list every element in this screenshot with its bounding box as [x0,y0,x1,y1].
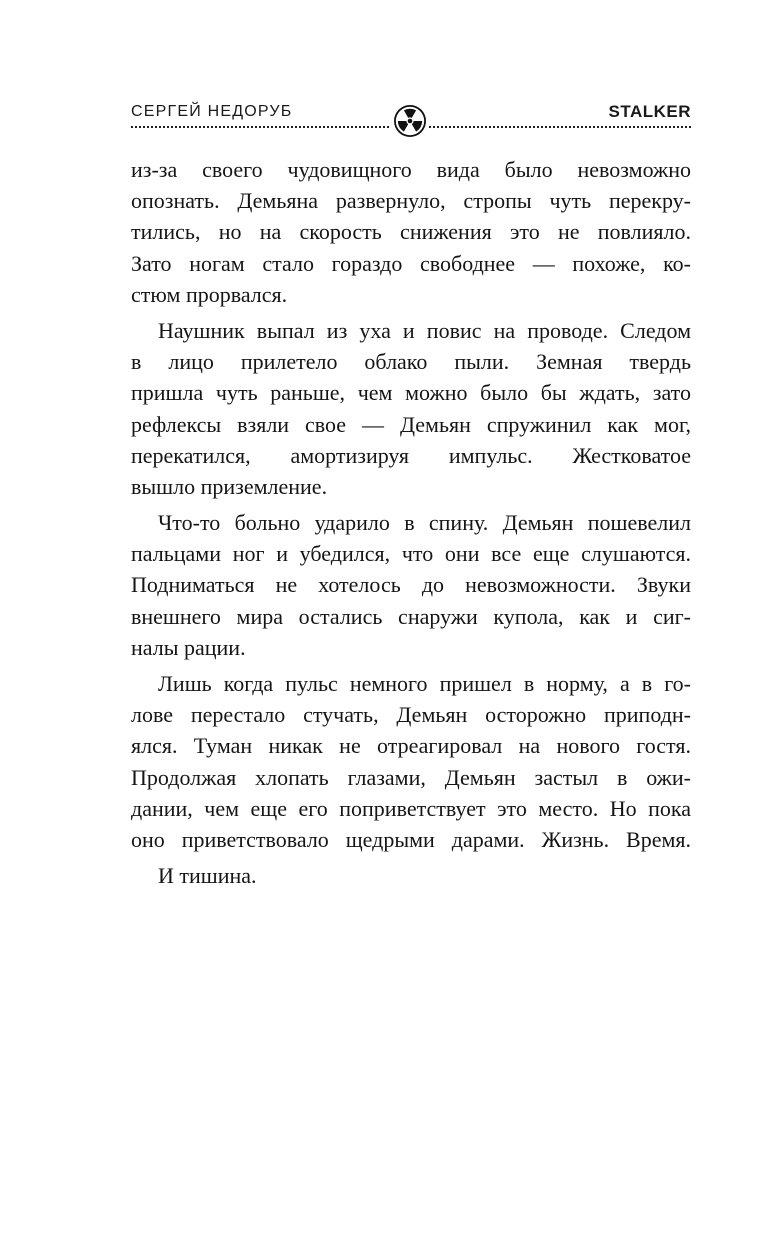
text-line: внешнего мира остались снаружи купола, как и сиг- [131,603,691,629]
paragraph [131,315,691,502]
text-line: опознать. Демьяна развернуло, стропы чуть перекру- [131,188,691,214]
header-dotted-rule-right [429,126,691,128]
text-line: рефлексы взяли свое — Демьян спружинил как мог, [131,411,691,437]
paragraph [131,507,691,663]
running-header-series: STALKER [608,102,691,121]
text-line: Наушник выпал из уха и повис на проводе. Следом [158,317,691,343]
text-line: Продолжая хлопать глазами, Демьян застыл в ожи- [131,764,691,790]
text-line: Лишь когда пульс немного пришел в норму, а в го- [158,671,691,696]
text-line: из-за своего чудовищного вида было невозможно [131,157,691,182]
text-line: перекатился, амортизируя импульс. Жестковатое [131,442,691,468]
text-line: стюм прорвался. [131,281,288,307]
paragraph [131,668,691,855]
running-header [131,100,691,140]
text-line: пришла чуть раньше, чем можно было бы ждать, зато [131,380,691,406]
text-line: лове перестало стучать, Демьян осторожно приподн- [131,702,691,728]
text-line: налы рации. [131,634,246,660]
text-line: вышло приземление. [131,473,328,499]
text-line: тились, но на скорость снижения это не повлияло. [131,219,691,245]
text-line: Зато ногам стало гораздо свободнее — похоже, ко- [131,250,691,276]
running-header-author: СЕРГЕЙ НЕДОРУБ [131,103,293,120]
text-line: И тишина. [158,863,257,889]
header-dotted-rule-left [131,126,389,128]
text-line: дании, чем еще его поприветствует это место. Но пока [131,795,691,821]
text-line: в лицо прилетело облако пыли. Земная твердь [131,349,691,375]
text-line: оно приветствовало щедрыми дарами. Жизнь. Время. [131,826,691,852]
text-line: Подниматься не хотелось до невозможности. Звуки [131,572,691,598]
radiation-hazard-icon [393,104,427,138]
text-line: пальцами ног и убедился, что они все еще слушаются. [131,541,691,567]
text-line: Что-то больно ударило в спину. Демьян пошевелил [158,510,691,536]
paragraph [131,154,691,310]
body-text [131,154,691,891]
paragraph [131,860,691,891]
text-line: ялся. Туман никак не отреагировал на нового гостя. [131,733,691,759]
